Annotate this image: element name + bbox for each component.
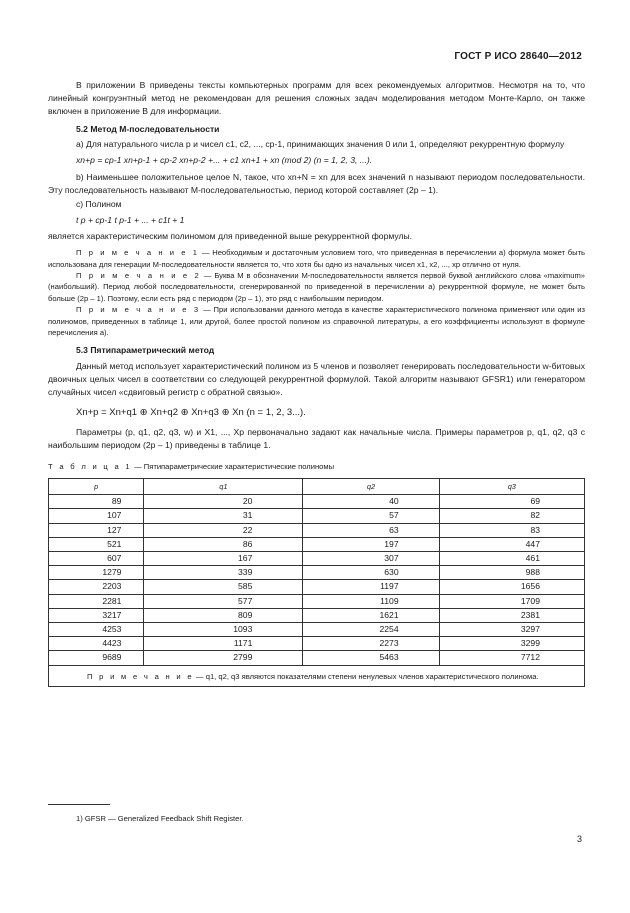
cell-q1: 577 [144, 594, 303, 608]
polynomials-table [48, 478, 585, 687]
cell-p: 1279 [49, 566, 144, 580]
table-row [49, 637, 585, 651]
cell-q3: 82 [439, 509, 584, 523]
cell-p: 2203 [49, 580, 144, 594]
table-note-text: — q1, q2, q3 являются показателями степени ненулевых членов характеристического полинома. [193, 671, 539, 681]
item-b-text: b) Наименьшее положительное целое N, такое, что xn+N = xn для всех значений n называют периодом последовательности. Эту последовательность называют М-последовательностью, период которой составляет (2p – 1). [48, 172, 585, 196]
cell-p: 9689 [49, 651, 144, 665]
cell-q1: 1093 [144, 622, 303, 636]
cell-q1: 2799 [144, 651, 303, 665]
cell-q3: 447 [439, 537, 584, 551]
cell-p: 4423 [49, 637, 144, 651]
table-row [49, 594, 585, 608]
cell-q3: 83 [439, 523, 584, 537]
table-note-row [49, 665, 585, 686]
note-2-text: — Буква М в обозначении М-последовательности является первой буквой английского слова «maximum» (наибольший). Период любой последовательности, сгенерированной по приведенной в перечислении а) рекуррентной формуле, не может быть больше (2p – 1). Поэтому, если есть ряд с периодом (2p – 1), это ряд с наибольшим периодом. [48, 271, 585, 303]
intro-paragraph: В приложении В приведены тексты компьютерных программ для всех рекомендуемых алгоритмов. Несмотря на то, что линейный конгруэнтный метод не рекомендован для решения сложных задач моделирования методом Монте-Карло, он также включен в приложение В для информации. [48, 80, 585, 117]
page-header: ГОСТ Р ИСО 28640—2012 [454, 51, 582, 62]
table-row [49, 622, 585, 636]
table-note-label: П р и м е ч а н и е [87, 671, 194, 681]
table-caption-text: — Пятипараметрические характеристические полиномы [131, 461, 335, 471]
table-row [49, 608, 585, 622]
table-row [49, 537, 585, 551]
section-5-2-title: 5.2 Метод М-последовательности [76, 123, 220, 134]
cell-q2: 2254 [303, 622, 439, 636]
cell-q1: 31 [144, 509, 303, 523]
cell-p: 521 [49, 537, 144, 551]
cell-p: 107 [49, 509, 144, 523]
table-row [49, 509, 585, 523]
cell-q2: 1621 [303, 608, 439, 622]
cell-p: 4253 [49, 622, 144, 636]
cell-q3: 988 [439, 566, 584, 580]
table-caption [48, 460, 585, 473]
cell-q2: 5463 [303, 651, 439, 665]
cell-q1: 20 [144, 495, 303, 509]
header-p: p [49, 479, 144, 495]
cell-q2: 197 [303, 537, 439, 551]
table-row [49, 551, 585, 565]
header-q3: q3 [439, 479, 584, 495]
cell-q3: 461 [439, 551, 584, 565]
cell-q3: 3297 [439, 622, 584, 636]
cell-q2: 2273 [303, 637, 439, 651]
header-q1: q1 [144, 479, 303, 495]
note-3-label: П р и м е ч а н и е 3 [76, 305, 201, 315]
cell-p: 89 [49, 495, 144, 509]
page-content [48, 79, 585, 687]
cell-q2: 57 [303, 509, 439, 523]
cell-p: 2281 [49, 594, 144, 608]
cell-q3: 7712 [439, 651, 584, 665]
cell-q1: 809 [144, 608, 303, 622]
table-row [49, 580, 585, 594]
footnote: 1) GFSR — Generalized Feedback Shift Register. [76, 814, 244, 823]
note-2-label: П р и м е ч а н и е 2 [76, 271, 202, 281]
footnote-separator [48, 804, 110, 805]
header-q2: q2 [303, 479, 439, 495]
section-5-3-title: 5.3 Пятипараметрический метод [76, 345, 215, 356]
gfsr-formula: Xn+p = Xn+q1 ⊕ Xn+q2 ⊕ Xn+q3 ⊕ Xn (n = 1, 2, 3...). [76, 407, 306, 419]
cell-q1: 22 [144, 523, 303, 537]
cell-q2: 1109 [303, 594, 439, 608]
note-1-text: — Необходимым и достаточным условием того, что приведенная в перечислении а) формула может быть использована для генерации М-последовательности является то, что хотя бы одно из начальных чисел x1, x2, ..., xp отлично от нуля. [48, 248, 586, 269]
cell-q1: 167 [144, 551, 303, 565]
cell-q2: 307 [303, 551, 439, 565]
cell-q1: 86 [144, 537, 303, 551]
note-2 [48, 270, 585, 304]
cell-q2: 1197 [303, 580, 439, 594]
recurrence-formula: xn+p = cp-1 xn+p-1 + cp-2 xn+p-2 +... + c1 xn+1 + xn (mod 2) (n = 1, 2, 3, ...). [76, 155, 373, 166]
item-a-text: a) Для натурального числа p и чисел c1, c2, ..., cp-1, принимающих значения 0 или 1, определяют рекуррентную формулу [76, 138, 565, 149]
note-3-text: — При использовании данного метода в качестве характеристического полинома применяют или один из полиномов, приведенных в таблице 1, или другой, более простой полином из справочной литературы, а его коэффициенты используют в формуле перечисления а). [48, 305, 586, 338]
cell-q3: 1656 [439, 580, 584, 594]
cell-q2: 63 [303, 523, 439, 537]
table-caption-label: Т а б л и ц а 1 [48, 461, 132, 471]
cell-p: 607 [49, 551, 144, 565]
table-row [49, 523, 585, 537]
cell-q2: 40 [303, 495, 439, 509]
item-c-text: c) Полином [76, 198, 122, 209]
table-row [49, 651, 585, 665]
note-1 [48, 247, 585, 270]
cell-q3: 69 [439, 495, 584, 509]
note-3 [48, 304, 585, 338]
cell-q3: 1709 [439, 594, 584, 608]
cell-p: 127 [49, 523, 144, 537]
page-number: 3 [576, 834, 582, 844]
table-note [49, 665, 585, 686]
polynomial-formula: t p + cp-1 t p-1 + ... + c1t + 1 [76, 214, 185, 225]
note-1-label: П р и м е ч а н и е 1 [76, 248, 200, 258]
table-row [49, 495, 585, 509]
parameters-paragraph: Параметры (p, q1, q2, q3, w) и X1, ..., Xp первоначально задают как начальные числа. Примеры параметров p, q1, q2, q3 с наибольшим периодом (2p – 1) приведены в таблице 1. [48, 426, 585, 450]
cell-p: 3217 [49, 608, 144, 622]
after-polynomial-text: является характеристическим полиномом для приведенной выше рекуррентной формулы. [48, 231, 413, 242]
cell-q1: 339 [144, 566, 303, 580]
table-header-row [49, 479, 585, 495]
cell-q3: 2381 [439, 608, 584, 622]
cell-q1: 1171 [144, 637, 303, 651]
cell-q1: 585 [144, 580, 303, 594]
cell-q3: 3299 [439, 637, 584, 651]
table-row [49, 566, 585, 580]
cell-q2: 630 [303, 566, 439, 580]
section-5-3-paragraph: Данный метод использует характеристический полином из 5 членов и позволяет генерировать последовательности w-битовых двоичных целых чисел в соответствии со следующей рекуррентной формулой. Такой алгоритм называют GFSR1) или генератором случайных чисел «сдвиговый регистр с обратной связью». [48, 360, 585, 398]
